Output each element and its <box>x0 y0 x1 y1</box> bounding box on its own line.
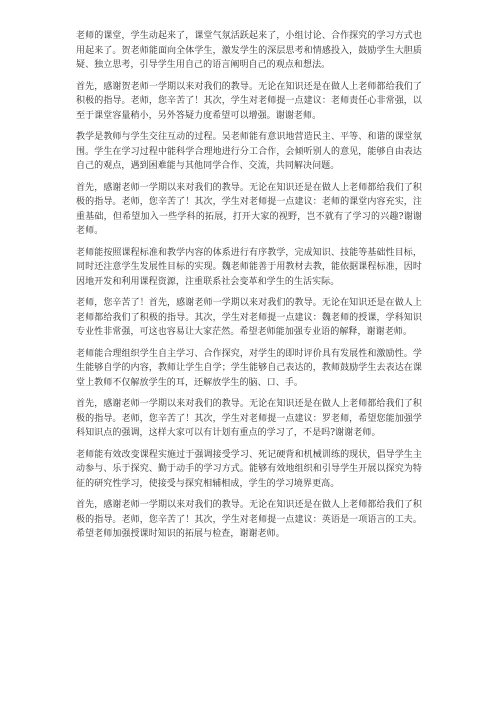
document-body <box>76 29 422 549</box>
paragraph: 老师，您辛苦了！首先，感谢老师一学期以来对我们的教导。无论在知识还是在做人上老师都给我们了积极的指导。其次，学生对老师提一点建议：魏老师的授课，学科知识专业性非常强，可这也容易让大家茫然。希望老师能加强专业语的解释，谢谢老师。 <box>76 298 422 337</box>
paragraph: 首先，感谢老师一学期以来对我们的教导。无论在知识还是在做人上老师都给我们了积极的指导。老师，您辛苦了！其次，学生对老师提一点建议：罗老师，希望您能加强学科知识点的强调，这样大家可以有计划有重点的学习了，不是吗?谢谢老师。 <box>76 399 422 438</box>
paragraph: 老师能有效改变课程实施过于强调接受学习、死记硬背和机械训练的现状，倡导学生主动参与、乐于探究、勤于动手的学习方式。能够有效地组织和引导学生开展以探究为特征的研究性学习，使接受与探究相辅相成，学生的学习境界更高。 <box>76 449 422 489</box>
paragraph: 首先，感谢老师一学期以来对我们的教导。无论在知识还是在做人上老师都给我们了积极的指导。老师，您辛苦了！其次，学生对老师提一点建议：老师的课堂内容充实，注重基础，但希望加入一些学科的拓展，打开大家的视野，岂不就有了学习的兴趣?谢谢老师。 <box>76 182 422 236</box>
paragraph: 教学是教师与学生交往互动的过程。吴老师能有意识地营造民主、平等、和谐的课堂氛围。学生在学习过程中能科学合理地进行分工合作，会倾听别人的意见，能够自由表达自己的观点，遇到困难能与其他同学合作、交流，共同解决问题。 <box>76 132 422 171</box>
paragraph: 首先，感谢老师一学期以来对我们的教导。无论在知识还是在做人上老师都给我们了积极的指导。老师，您辛苦了！其次，学生对老师提一点建议：英语是一项语言的工夫。希望老师加强授课时知识的拓展与检查，谢谢老师。 <box>76 500 422 539</box>
paragraph: 老师能按照课程标准和教学内容的体系进行有序教学，完成知识、技能等基础性目标，同时还注意学生发展性目标的实现。魏老师能善于用教材去教，能依据课程标准，因时因地开发和利用课程资源，注重联系社会变革和学生的生活实际。 <box>76 247 422 287</box>
paragraph: 老师能合理组织学生自主学习、合作探究，对学生的即时评价具有发展性和激励性。学生能够自学的内容，教师让学生自学；学生能够自己表达的，教师鼓励学生去表达在课堂上教师不仅解放学生的耳，还解放学生的脑、口、手。 <box>76 348 422 388</box>
paragraph: 首先，感谢贺老师一学期以来对我们的教导。无论在知识还是在做人上老师都给我们了积极的指导。老师，您辛苦了！其次，学生对老师提一点建议：老师责任心非常强，以至于课堂容量稍小，另外答疑力度希望可以增强。谢谢老师。 <box>76 81 422 121</box>
paragraph: 老师的课堂，学生动起来了，课堂气氛活跃起来了，小组讨论、合作探究的学习方式也用起来了。贺老师能面向全体学生，激发学生的深层思考和情感投入，鼓励学生大胆质疑、独立思考，引导学生用自己的语言阐明自己的观点和想法。 <box>76 31 422 70</box>
